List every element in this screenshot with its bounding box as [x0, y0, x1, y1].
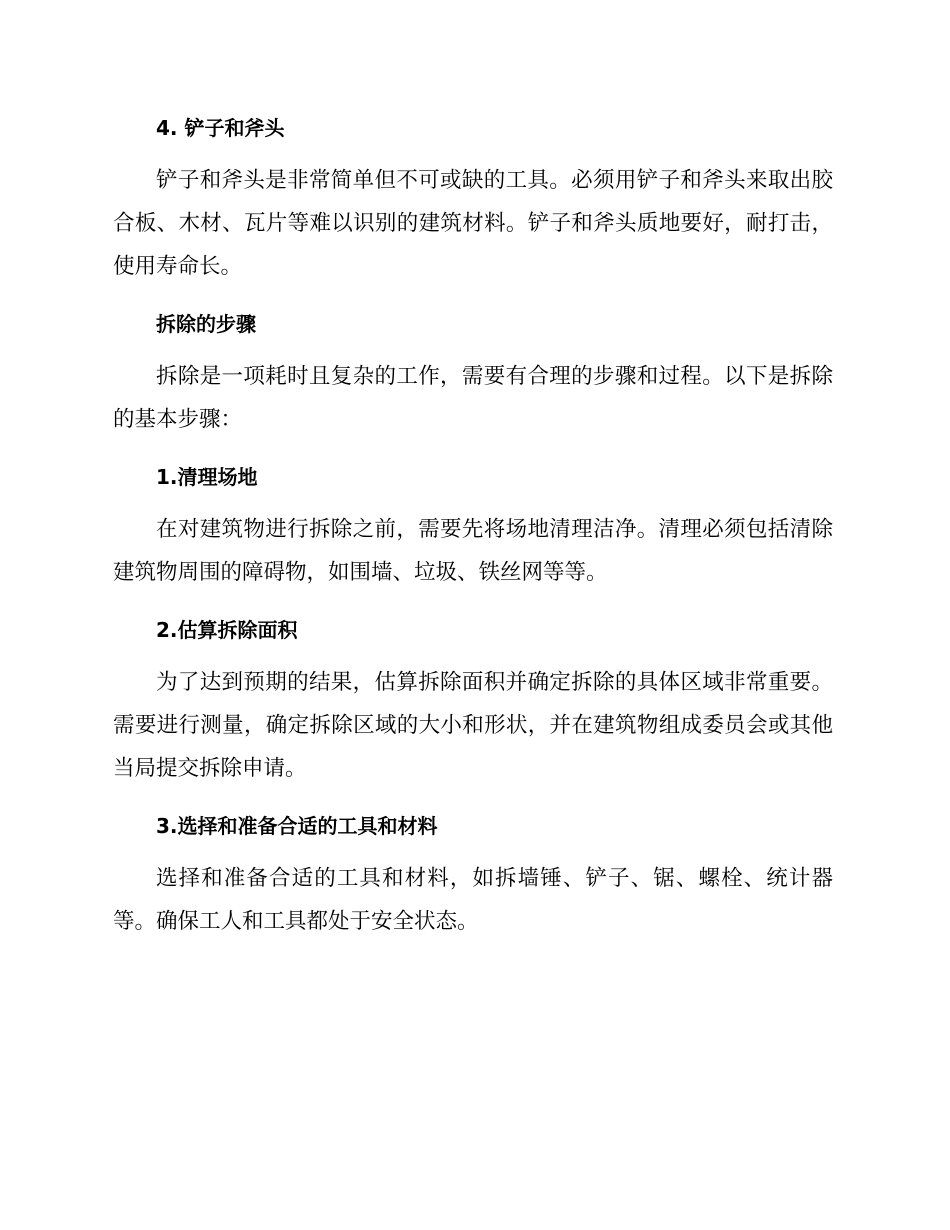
section-heading-clear-site: 1.清理场地 [156, 465, 258, 489]
section-heading-shovel-axe: 4. 铲子和斧头 [156, 116, 285, 140]
section-paragraph-demolition-steps: 拆除是一项耗时且复杂的工作，需要有合理的步骤和过程。以下是拆除的基本步骤： [113, 364, 833, 432]
section-heading-demolition-steps: 拆除的步骤 [156, 312, 256, 336]
document-body [113, 108, 833, 943]
section-heading-tools-materials: 3.选择和准备合适的工具和材料 [156, 814, 438, 838]
section-heading-estimate-area: 2.估算拆除面积 [156, 618, 298, 642]
section-paragraph-estimate-area: 为了达到预期的结果，估算拆除面积并确定拆除的具体区域非常重要。需要进行测量，确定拆除区域的大小和形状，并在建筑物组成委员会或其他当局提交拆除申请。 [113, 670, 833, 781]
section-paragraph-clear-site: 在对建筑物进行拆除之前，需要先将场地清理洁净。清理必须包括清除建筑物周围的障碍物，如围墙、垃圾、铁丝网等等。 [113, 517, 833, 585]
section-paragraph-shovel-axe: 铲子和斧头是非常简单但不可或缺的工具。必须用铲子和斧头来取出胶合板、木材、瓦片等难以识别的建筑材料。铲子和斧头质地要好，耐打击，使用寿命长。 [113, 168, 833, 279]
section-paragraph-tools-materials: 选择和准备合适的工具和材料，如拆墙锤、铲子、锯、螺栓、统计器等。确保工人和工具都处于安全状态。 [113, 866, 833, 934]
